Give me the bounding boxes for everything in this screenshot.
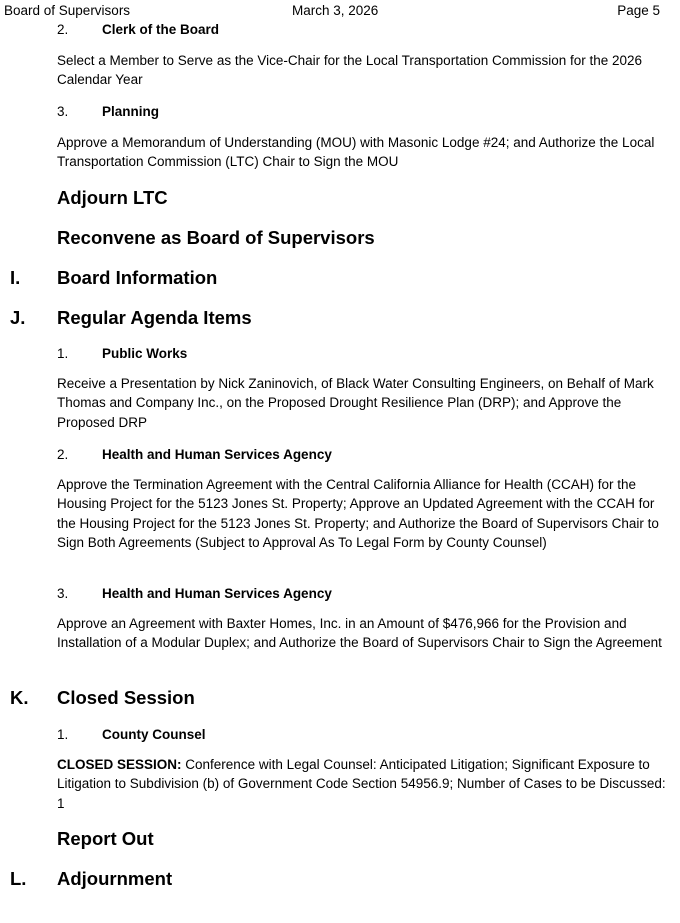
section-k-letter: K. bbox=[10, 687, 29, 708]
item-title: Planning bbox=[102, 104, 159, 119]
item-number: 2. bbox=[57, 447, 69, 462]
page-header bbox=[4, 2, 660, 20]
regular-item-3-heading bbox=[57, 585, 332, 603]
adjourn-ltc-heading: Adjourn LTC bbox=[57, 187, 168, 208]
regular-item-2-heading bbox=[57, 446, 332, 464]
report-out-heading: Report Out bbox=[57, 828, 154, 849]
closed-session-lead: CLOSED SESSION: bbox=[57, 757, 182, 772]
item-number: 3. bbox=[57, 104, 69, 119]
item-number: 2. bbox=[57, 22, 69, 37]
closed-item-1-text bbox=[57, 755, 667, 813]
ltc-item-2-heading bbox=[57, 21, 219, 39]
section-j-letter: J. bbox=[10, 307, 26, 328]
item-title: Public Works bbox=[102, 346, 188, 361]
closed-session-text: Conference with Legal Counsel: Anticipated Litigation; Significant Exposure to Litigation to Subdivision (b) of Government Code Section 54956.9; Number of Cases to be Discussed: 1 bbox=[57, 757, 666, 811]
item-number: 1. bbox=[57, 346, 69, 361]
section-i-title: Board Information bbox=[57, 267, 218, 288]
regular-item-2-text: Approve the Termination Agreement with the Central California Alliance for Health (CCAH) for the Housing Project for the 5123 Jones St. Property; Approve an Updated Agreement with the CCAH for the Housing Project for the 5123 Jones St. Property; and Authorize the Board of Supervisors Chair to Sign Both Agreements (Subject to Approval As To Legal Form by County Counsel) bbox=[57, 477, 659, 550]
item-title: Health and Human Services Agency bbox=[102, 447, 332, 462]
section-l-title: Adjournment bbox=[57, 868, 173, 889]
regular-item-3-text: Approve an Agreement with Baxter Homes, Inc. in an Amount of $476,966 for the Provision and Installation of a Modular Duplex; and Authorize the Board of Supervisors Chair to Sign the Agreement bbox=[57, 616, 662, 651]
section-i-letter: I. bbox=[10, 267, 21, 288]
item-title: County Counsel bbox=[102, 727, 206, 742]
ltc-item-3-heading bbox=[57, 103, 159, 121]
section-k-title: Closed Session bbox=[57, 687, 195, 708]
regular-item-1-text: Receive a Presentation by Nick Zaninovich, of Black Water Consulting Engineers, on Behalf of Mark Thomas and Company Inc., on the Proposed Drought Resilience Plan (DRP); and Approve the Proposed DRP bbox=[57, 376, 654, 430]
header-date: March 3, 2026 bbox=[292, 3, 379, 18]
section-j-title: Regular Agenda Items bbox=[57, 307, 252, 328]
section-l-letter: L. bbox=[10, 868, 27, 889]
header-board-name: Board of Supervisors bbox=[4, 3, 131, 18]
ltc-item-3-text: Approve a Memorandum of Understanding (MOU) with Masonic Lodge #24; and Authorize the Local Transportation Commission (LTC) Chair to Sign the MOU bbox=[57, 135, 655, 170]
item-number: 3. bbox=[57, 586, 69, 601]
regular-item-1-heading bbox=[57, 345, 187, 363]
reconvene-heading: Reconvene as Board of Supervisors bbox=[57, 227, 375, 248]
ltc-item-2-text: Select a Member to Serve as the Vice-Chair for the Local Transportation Commission for the 2026 Calendar Year bbox=[57, 53, 643, 88]
closed-item-1-heading bbox=[57, 726, 206, 744]
item-title: Health and Human Services Agency bbox=[102, 586, 332, 601]
header-page-number: Page 5 bbox=[617, 3, 660, 18]
item-number: 1. bbox=[57, 727, 69, 742]
item-title: Clerk of the Board bbox=[102, 22, 220, 37]
